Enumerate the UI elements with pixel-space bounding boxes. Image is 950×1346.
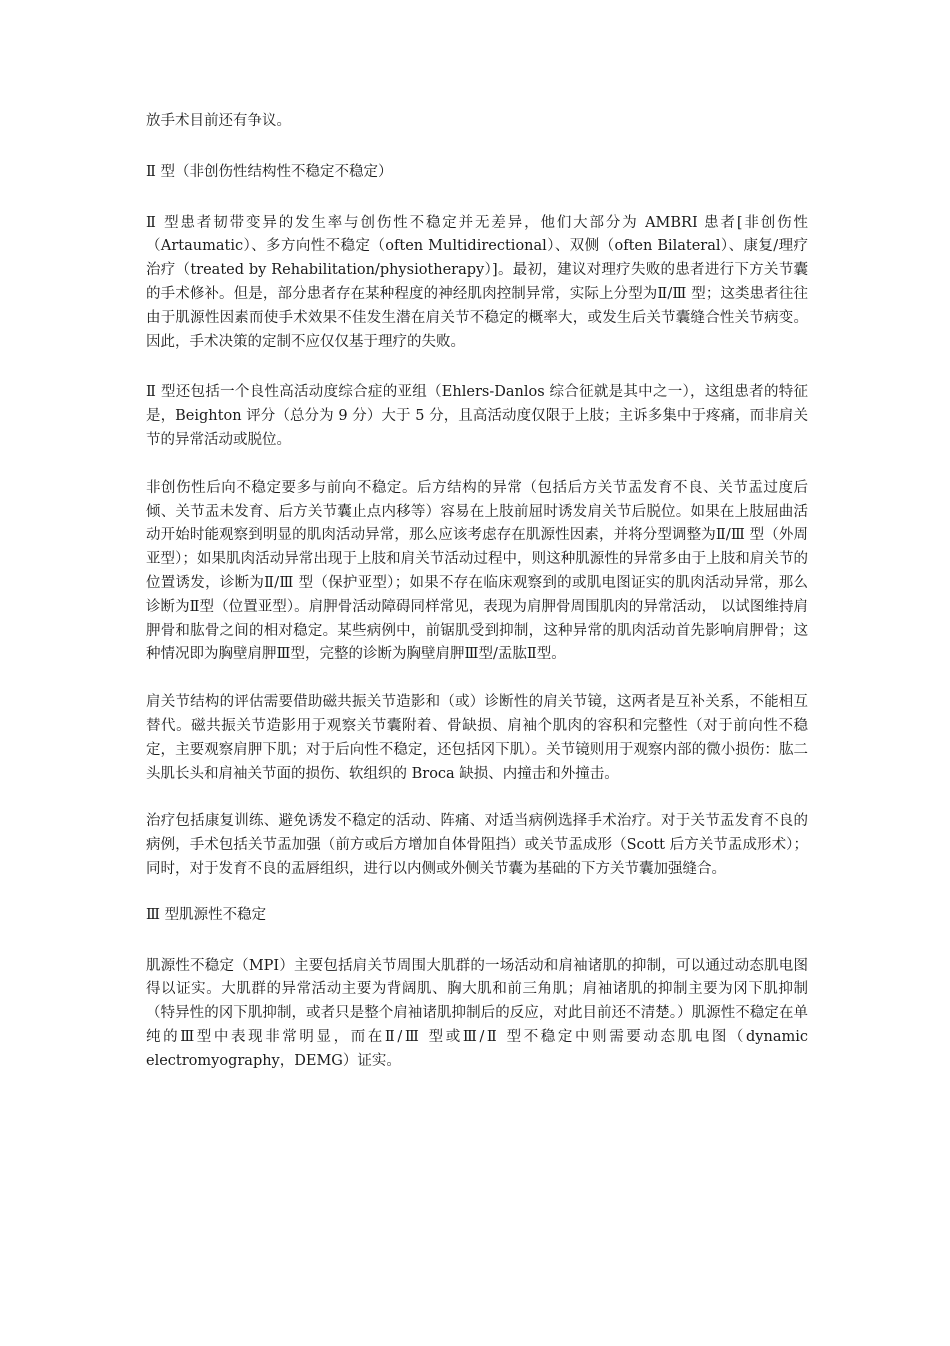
- paragraph-type-2-hypermobility: Ⅱ 型还包括一个良性高活动度综合症的亚组（Ehlers-Danlos 综合征就是其中之一），这组患者的特征是，Beighton 评分（总分为 9 分）大于 5 分，且高活动度仅限于上肢；主诉多集中于疼痛，而非肩关节的异常活动或脱位。: [146, 384, 808, 448]
- paragraph-posterior-instability: 非创伤性后向不稳定要多与前向不稳定。后方结构的异常（包括后方关节盂发育不良、关节盂过度后倾、关节盂未发育、后方关节囊止点内移等）容易在上肢前屈时诱发肩关节后脱位。如果在上肢屈曲活动开始时能观察到明显的肌肉活动异常，那么应该考虑存在肌源性因素，并将分型调整为Ⅱ/Ⅲ 型（外周亚型）；如果肌肉活动异常出现于上肢和肩关节活动过程中，则这种肌源性的异常多由于上肢和肩关节的位置诱发，诊断为Ⅱ/Ⅲ 型（保护亚型）；如果不存在临床观察到的或肌电图证实的肌肉活动异常，那么诊断为Ⅱ型（位置亚型）。肩胛骨活动障碍同样常见，表现为肩胛骨周围肌肉的异常活动， 以试图维持肩胛骨和肱骨之间的相对稳定。某些病例中，前锯肌受到抑制，这种异常的肌肉活动首先影响肩胛骨；这种情况即为胸壁肩胛Ⅲ型，完整的诊断为胸壁肩胛Ⅲ型/盂肱Ⅱ型。: [146, 479, 808, 663]
- paragraph-continuation: 放手术目前还有争议。: [146, 113, 291, 129]
- section-heading-type-3: Ⅲ 型肌源性不稳定: [146, 906, 267, 923]
- document-body: [146, 110, 808, 1074]
- paragraph-muscle-patterning: 肌源性不稳定（MPI）主要包括肩关节周围大肌群的一场活动和肩袖诸肌的抑制，可以通过动态肌电图得以证实。大肌群的异常活动主要为背阔肌、胸大肌和前三角肌；肩袖诸肌的抑制主要为冈下肌抑制（特异性的冈下肌抑制，或者只是整个肩袖诸肌抑制后的反应，对此目前还不清楚。）肌源性不稳定在单纯的Ⅲ型中表现非常明显，而在Ⅱ/Ⅲ 型或Ⅲ/Ⅱ 型不稳定中则需要动态肌电图（dynamic electromyography，DEMG）证实。: [146, 957, 808, 1069]
- paragraph-type-2-ambri: Ⅱ 型患者韧带变异的发生率与创伤性不稳定并无差异，他们大部分为 AMBRI 患者[非创伤性（Artaumatic）、多方向性不稳定（often Multidirectional）、双侧（often Bilateral）、康复/理疗治疗（treated by Rehabilitation/physiotherapy）]。最初，建议对理疗失败的患者进行下方关节囊的手术修补。但是，部分患者存在某种程度的神经肌肉控制异常，实际上分型为Ⅱ/Ⅲ 型；这类患者往往由于肌源性因素而使手术效果不佳发生潜在肩关节不稳定的概率大，或发生后关节囊缝合性关节病变。因此，手术决策的定制不应仅仅基于理疗的失败。: [146, 214, 808, 350]
- paragraph-structural-evaluation: 肩关节结构的评估需要借助磁共振关节造影和（或）诊断性的肩关节镜，这两者是互补关系，不能相互替代。磁共振关节造影用于观察关节囊附着、骨缺损、肩袖个肌肉的容积和完整性（对于前向性不稳定，主要观察肩胛下肌；对于后向性不稳定，还包括冈下肌）。关节镜则用于观察内部的微小损伤：肱二头肌长头和肩袖关节面的损伤、软组织的 Broca 缺损、内撞击和外撞击。: [146, 694, 808, 782]
- paragraph-treatment: 治疗包括康复训练、避免诱发不稳定的活动、阵痛、对适当病例选择手术治疗。对于关节盂发育不良的病例，手术包括关节盂加强（前方或后方增加自体骨阻挡）或关节盂成形（Scott 后方关节盂成形术）；同时，对于发育不良的盂唇组织，进行以内侧或外侧关节囊为基础的下方关节囊加强缝合。: [146, 813, 808, 877]
- section-heading-type-2: Ⅱ 型（非创伤性结构性不稳定不稳定）: [146, 163, 393, 180]
